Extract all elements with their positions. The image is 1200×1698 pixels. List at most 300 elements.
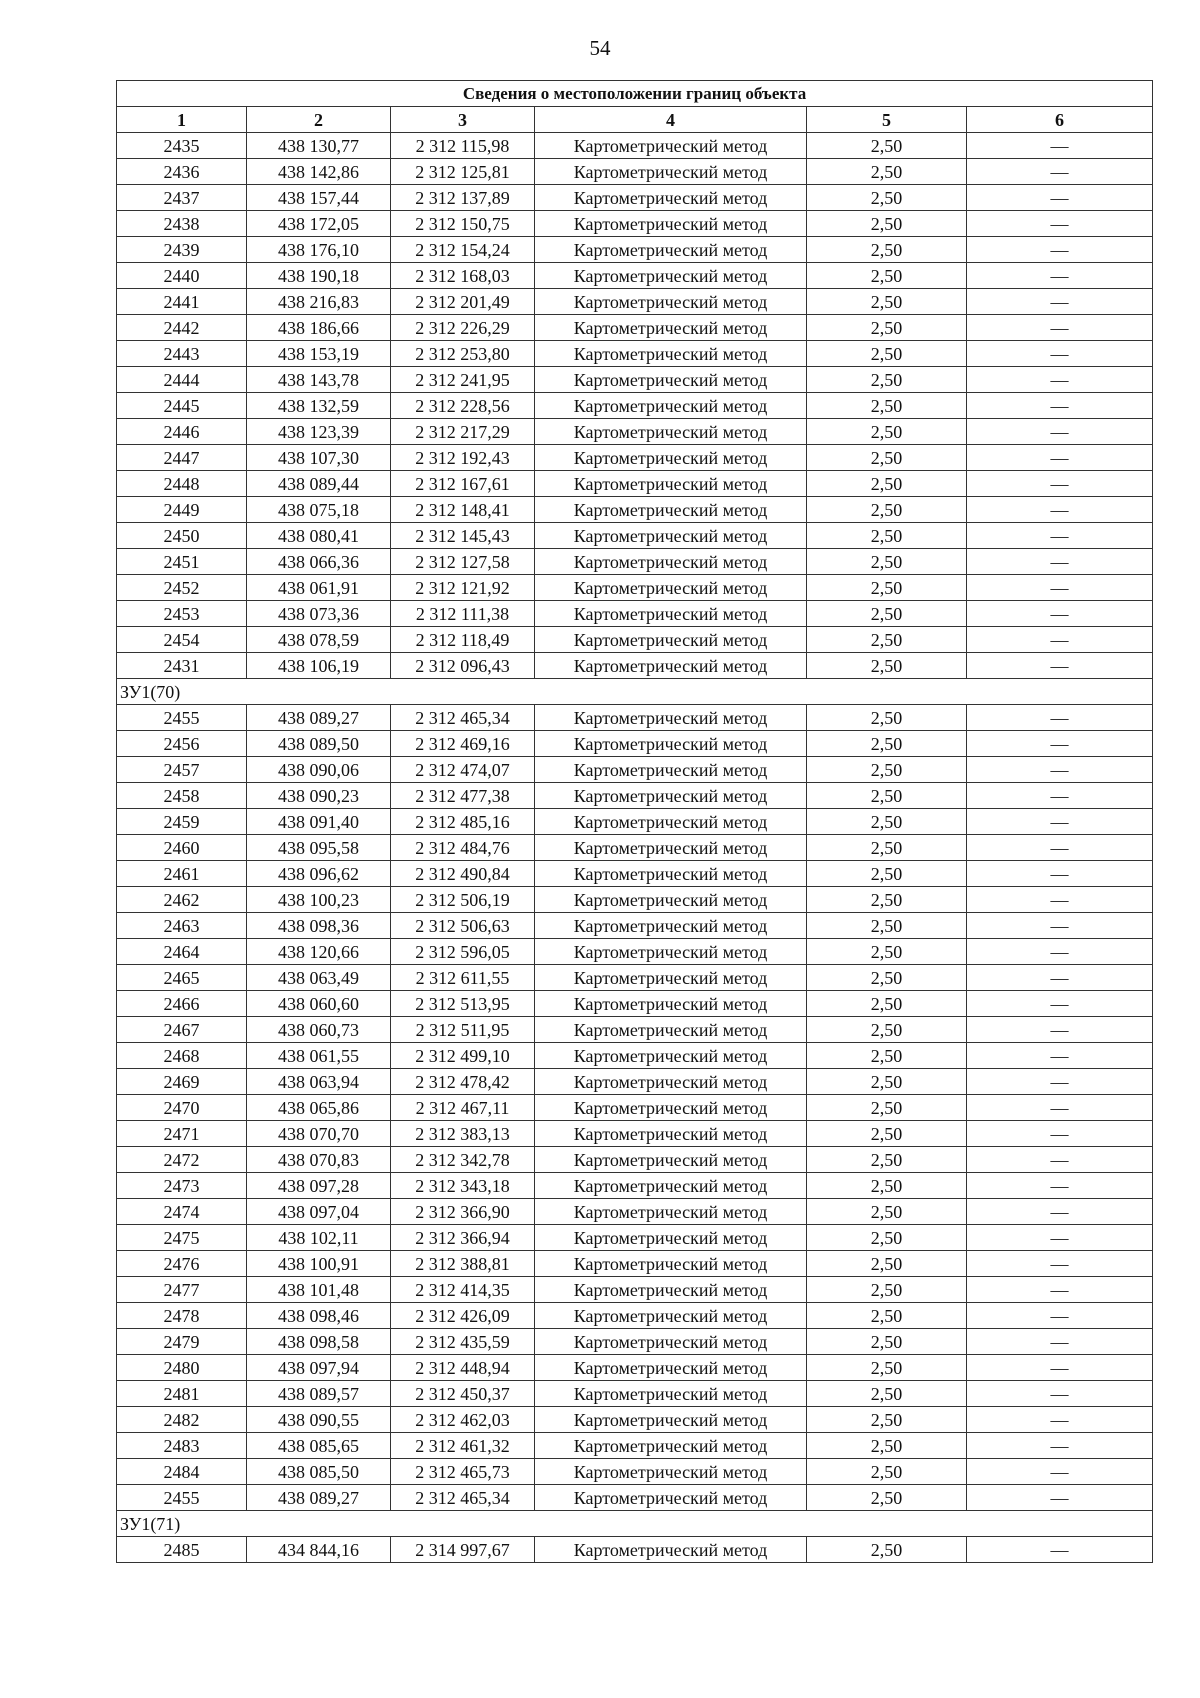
point-number-cell: 2442 (117, 315, 247, 341)
point-number-cell: 2464 (117, 939, 247, 965)
accuracy-cell: 2,50 (807, 887, 967, 913)
y-coordinate-cell: 2 312 477,38 (391, 783, 535, 809)
accuracy-cell: 2,50 (807, 1355, 967, 1381)
point-number-cell: 2478 (117, 1303, 247, 1329)
point-number-cell: 2482 (117, 1407, 247, 1433)
table-row (117, 1433, 1153, 1459)
y-coordinate-cell: 2 312 611,55 (391, 965, 535, 991)
y-coordinate-cell: 2 312 111,38 (391, 601, 535, 627)
point-number-cell: 2444 (117, 367, 247, 393)
description-cell: — (967, 1407, 1153, 1433)
point-number-cell: 2477 (117, 1277, 247, 1303)
description-cell: — (967, 1329, 1153, 1355)
description-cell: — (967, 1095, 1153, 1121)
y-coordinate-cell: 2 312 154,24 (391, 237, 535, 263)
point-number-cell: 2457 (117, 757, 247, 783)
point-number-cell: 2431 (117, 653, 247, 679)
accuracy-cell: 2,50 (807, 575, 967, 601)
x-coordinate-cell: 438 089,44 (247, 471, 391, 497)
method-cell: Картометрический метод (535, 887, 807, 913)
column-header: 5 (807, 107, 967, 133)
description-cell: — (967, 1355, 1153, 1381)
x-coordinate-cell: 438 060,60 (247, 991, 391, 1017)
accuracy-cell: 2,50 (807, 185, 967, 211)
description-cell: — (967, 1537, 1153, 1563)
column-header: 1 (117, 107, 247, 133)
point-number-cell: 2470 (117, 1095, 247, 1121)
accuracy-cell: 2,50 (807, 341, 967, 367)
description-cell: — (967, 315, 1153, 341)
y-coordinate-cell: 2 312 096,43 (391, 653, 535, 679)
accuracy-cell: 2,50 (807, 1043, 967, 1069)
table-row (117, 1459, 1153, 1485)
description-cell: — (967, 341, 1153, 367)
x-coordinate-cell: 438 097,94 (247, 1355, 391, 1381)
description-cell: — (967, 419, 1153, 445)
point-number-cell: 2451 (117, 549, 247, 575)
point-number-cell: 2437 (117, 185, 247, 211)
method-cell: Картометрический метод (535, 1485, 807, 1511)
x-coordinate-cell: 438 142,86 (247, 159, 391, 185)
x-coordinate-cell: 438 063,49 (247, 965, 391, 991)
description-cell: — (967, 445, 1153, 471)
method-cell: Картометрический метод (535, 523, 807, 549)
method-cell: Картометрический метод (535, 1121, 807, 1147)
y-coordinate-cell: 2 312 490,84 (391, 861, 535, 887)
y-coordinate-cell: 2 312 125,81 (391, 159, 535, 185)
y-coordinate-cell: 2 312 484,76 (391, 835, 535, 861)
table-row (117, 211, 1153, 237)
point-number-cell: 2448 (117, 471, 247, 497)
x-coordinate-cell: 438 089,57 (247, 1381, 391, 1407)
y-coordinate-cell: 2 312 499,10 (391, 1043, 535, 1069)
description-cell: — (967, 939, 1153, 965)
method-cell: Картометрический метод (535, 913, 807, 939)
y-coordinate-cell: 2 312 478,42 (391, 1069, 535, 1095)
method-cell: Картометрический метод (535, 809, 807, 835)
method-cell: Картометрический метод (535, 1433, 807, 1459)
accuracy-cell: 2,50 (807, 523, 967, 549)
y-coordinate-cell: 2 312 474,07 (391, 757, 535, 783)
method-cell: Картометрический метод (535, 783, 807, 809)
y-coordinate-cell: 2 312 168,03 (391, 263, 535, 289)
description-cell: — (967, 1485, 1153, 1511)
point-number-cell: 2480 (117, 1355, 247, 1381)
accuracy-cell: 2,50 (807, 1407, 967, 1433)
method-cell: Картометрический метод (535, 315, 807, 341)
table-row (117, 627, 1153, 653)
method-cell: Картометрический метод (535, 1537, 807, 1563)
method-cell: Картометрический метод (535, 939, 807, 965)
accuracy-cell: 2,50 (807, 1381, 967, 1407)
table-row (117, 523, 1153, 549)
point-number-cell: 2484 (117, 1459, 247, 1485)
description-cell: — (967, 211, 1153, 237)
table-row (117, 159, 1153, 185)
description-cell: — (967, 653, 1153, 679)
table-row (117, 1537, 1153, 1563)
description-cell: — (967, 783, 1153, 809)
y-coordinate-cell: 2 312 506,19 (391, 887, 535, 913)
point-number-cell: 2469 (117, 1069, 247, 1095)
method-cell: Картометрический метод (535, 991, 807, 1017)
accuracy-cell: 2,50 (807, 315, 967, 341)
table-row (117, 601, 1153, 627)
table-row (117, 1381, 1153, 1407)
table-row (117, 965, 1153, 991)
x-coordinate-cell: 438 216,83 (247, 289, 391, 315)
y-coordinate-cell: 2 312 435,59 (391, 1329, 535, 1355)
table-row (117, 289, 1153, 315)
method-cell: Картометрический метод (535, 133, 807, 159)
x-coordinate-cell: 438 061,55 (247, 1043, 391, 1069)
table-row (117, 1043, 1153, 1069)
x-coordinate-cell: 438 070,83 (247, 1147, 391, 1173)
accuracy-cell: 2,50 (807, 965, 967, 991)
table-header-row (117, 107, 1153, 133)
table-row (117, 1485, 1153, 1511)
x-coordinate-cell: 438 060,73 (247, 1017, 391, 1043)
method-cell: Картометрический метод (535, 1459, 807, 1485)
method-cell: Картометрический метод (535, 419, 807, 445)
table-row (117, 731, 1153, 757)
method-cell: Картометрический метод (535, 1095, 807, 1121)
accuracy-cell: 2,50 (807, 861, 967, 887)
x-coordinate-cell: 438 097,04 (247, 1199, 391, 1225)
y-coordinate-cell: 2 312 414,35 (391, 1277, 535, 1303)
x-coordinate-cell: 438 085,65 (247, 1433, 391, 1459)
y-coordinate-cell: 2 312 121,92 (391, 575, 535, 601)
table-row (117, 861, 1153, 887)
table-row (117, 1329, 1153, 1355)
point-number-cell: 2441 (117, 289, 247, 315)
table-row (117, 991, 1153, 1017)
point-number-cell: 2479 (117, 1329, 247, 1355)
table-body (117, 133, 1153, 1563)
x-coordinate-cell: 438 066,36 (247, 549, 391, 575)
point-number-cell: 2481 (117, 1381, 247, 1407)
y-coordinate-cell: 2 312 511,95 (391, 1017, 535, 1043)
method-cell: Картометрический метод (535, 1303, 807, 1329)
method-cell: Картометрический метод (535, 705, 807, 731)
y-coordinate-cell: 2 312 450,37 (391, 1381, 535, 1407)
point-number-cell: 2459 (117, 809, 247, 835)
point-number-cell: 2440 (117, 263, 247, 289)
x-coordinate-cell: 438 096,62 (247, 861, 391, 887)
accuracy-cell: 2,50 (807, 133, 967, 159)
table-row (117, 497, 1153, 523)
description-cell: — (967, 835, 1153, 861)
x-coordinate-cell: 438 120,66 (247, 939, 391, 965)
description-cell: — (967, 757, 1153, 783)
point-number-cell: 2452 (117, 575, 247, 601)
x-coordinate-cell: 438 153,19 (247, 341, 391, 367)
method-cell: Картометрический метод (535, 1355, 807, 1381)
accuracy-cell: 2,50 (807, 1069, 967, 1095)
table-row (117, 419, 1153, 445)
method-cell: Картометрический метод (535, 367, 807, 393)
y-coordinate-cell: 2 312 192,43 (391, 445, 535, 471)
accuracy-cell: 2,50 (807, 731, 967, 757)
group-header-row (117, 1511, 1153, 1537)
accuracy-cell: 2,50 (807, 289, 967, 315)
description-cell: — (967, 159, 1153, 185)
x-coordinate-cell: 438 143,78 (247, 367, 391, 393)
description-cell: — (967, 601, 1153, 627)
method-cell: Картометрический метод (535, 1069, 807, 1095)
x-coordinate-cell: 438 132,59 (247, 393, 391, 419)
accuracy-cell: 2,50 (807, 1459, 967, 1485)
point-number-cell: 2443 (117, 341, 247, 367)
method-cell: Картометрический метод (535, 757, 807, 783)
description-cell: — (967, 1459, 1153, 1485)
description-cell: — (967, 861, 1153, 887)
method-cell: Картометрический метод (535, 263, 807, 289)
table-row (117, 705, 1153, 731)
description-cell: — (967, 1225, 1153, 1251)
point-number-cell: 2460 (117, 835, 247, 861)
x-coordinate-cell: 438 075,18 (247, 497, 391, 523)
x-coordinate-cell: 438 106,19 (247, 653, 391, 679)
accuracy-cell: 2,50 (807, 913, 967, 939)
point-number-cell: 2462 (117, 887, 247, 913)
method-cell: Картометрический метод (535, 965, 807, 991)
y-coordinate-cell: 2 312 226,29 (391, 315, 535, 341)
x-coordinate-cell: 438 098,36 (247, 913, 391, 939)
accuracy-cell: 2,50 (807, 1485, 967, 1511)
accuracy-cell: 2,50 (807, 1303, 967, 1329)
y-coordinate-cell: 2 312 148,41 (391, 497, 535, 523)
table-row (117, 809, 1153, 835)
x-coordinate-cell: 438 100,91 (247, 1251, 391, 1277)
table-row (117, 393, 1153, 419)
table-row (117, 1147, 1153, 1173)
point-number-cell: 2455 (117, 705, 247, 731)
y-coordinate-cell: 2 312 461,32 (391, 1433, 535, 1459)
table-row (117, 1121, 1153, 1147)
x-coordinate-cell: 438 101,48 (247, 1277, 391, 1303)
description-cell: — (967, 575, 1153, 601)
y-coordinate-cell: 2 312 145,43 (391, 523, 535, 549)
y-coordinate-cell: 2 312 241,95 (391, 367, 535, 393)
table-row (117, 367, 1153, 393)
method-cell: Картометрический метод (535, 185, 807, 211)
y-coordinate-cell: 2 312 167,61 (391, 471, 535, 497)
y-coordinate-cell: 2 312 513,95 (391, 991, 535, 1017)
table-row (117, 1251, 1153, 1277)
description-cell: — (967, 705, 1153, 731)
table-row (117, 1069, 1153, 1095)
accuracy-cell: 2,50 (807, 1017, 967, 1043)
method-cell: Картометрический метод (535, 497, 807, 523)
description-cell: — (967, 1043, 1153, 1069)
y-coordinate-cell: 2 312 150,75 (391, 211, 535, 237)
point-number-cell: 2476 (117, 1251, 247, 1277)
accuracy-cell: 2,50 (807, 1147, 967, 1173)
x-coordinate-cell: 438 063,94 (247, 1069, 391, 1095)
method-cell: Картометрический метод (535, 393, 807, 419)
point-number-cell: 2455 (117, 1485, 247, 1511)
point-number-cell: 2468 (117, 1043, 247, 1069)
description-cell: — (967, 887, 1153, 913)
description-cell: — (967, 991, 1153, 1017)
y-coordinate-cell: 2 312 467,11 (391, 1095, 535, 1121)
accuracy-cell: 2,50 (807, 757, 967, 783)
x-coordinate-cell: 438 100,23 (247, 887, 391, 913)
point-number-cell: 2467 (117, 1017, 247, 1043)
point-number-cell: 2446 (117, 419, 247, 445)
description-cell: — (967, 965, 1153, 991)
accuracy-cell: 2,50 (807, 211, 967, 237)
description-cell: — (967, 185, 1153, 211)
x-coordinate-cell: 438 123,39 (247, 419, 391, 445)
point-number-cell: 2454 (117, 627, 247, 653)
point-number-cell: 2458 (117, 783, 247, 809)
y-coordinate-cell: 2 312 115,98 (391, 133, 535, 159)
point-number-cell: 2471 (117, 1121, 247, 1147)
point-number-cell: 2461 (117, 861, 247, 887)
x-coordinate-cell: 438 089,27 (247, 705, 391, 731)
point-number-cell: 2439 (117, 237, 247, 263)
x-coordinate-cell: 438 090,06 (247, 757, 391, 783)
description-cell: — (967, 1017, 1153, 1043)
table-row (117, 1017, 1153, 1043)
method-cell: Картометрический метод (535, 1225, 807, 1251)
x-coordinate-cell: 438 089,50 (247, 731, 391, 757)
description-cell: — (967, 471, 1153, 497)
description-cell: — (967, 497, 1153, 523)
table-row (117, 263, 1153, 289)
table-row (117, 185, 1153, 211)
accuracy-cell: 2,50 (807, 471, 967, 497)
accuracy-cell: 2,50 (807, 367, 967, 393)
y-coordinate-cell: 2 312 201,49 (391, 289, 535, 315)
accuracy-cell: 2,50 (807, 627, 967, 653)
x-coordinate-cell: 438 070,70 (247, 1121, 391, 1147)
y-coordinate-cell: 2 312 465,73 (391, 1459, 535, 1485)
x-coordinate-cell: 438 095,58 (247, 835, 391, 861)
table-row (117, 757, 1153, 783)
y-coordinate-cell: 2 312 506,63 (391, 913, 535, 939)
description-cell: — (967, 1121, 1153, 1147)
accuracy-cell: 2,50 (807, 263, 967, 289)
table-row (117, 237, 1153, 263)
description-cell: — (967, 1199, 1153, 1225)
table-row (117, 549, 1153, 575)
table-row (117, 1407, 1153, 1433)
x-coordinate-cell: 438 130,77 (247, 133, 391, 159)
y-coordinate-cell: 2 312 228,56 (391, 393, 535, 419)
x-coordinate-cell: 438 186,66 (247, 315, 391, 341)
x-coordinate-cell: 438 090,55 (247, 1407, 391, 1433)
description-cell: — (967, 549, 1153, 575)
description-cell: — (967, 1277, 1153, 1303)
accuracy-cell: 2,50 (807, 1329, 967, 1355)
table-caption: Сведения о местоположении границ объекта (117, 81, 1153, 107)
y-coordinate-cell: 2 312 448,94 (391, 1355, 535, 1381)
description-cell: — (967, 1251, 1153, 1277)
y-coordinate-cell: 2 312 342,78 (391, 1147, 535, 1173)
point-number-cell: 2438 (117, 211, 247, 237)
description-cell: — (967, 627, 1153, 653)
accuracy-cell: 2,50 (807, 1251, 967, 1277)
method-cell: Картометрический метод (535, 1407, 807, 1433)
y-coordinate-cell: 2 312 137,89 (391, 185, 535, 211)
page-number: 54 (589, 36, 611, 60)
x-coordinate-cell: 438 085,50 (247, 1459, 391, 1485)
table-row (117, 1095, 1153, 1121)
accuracy-cell: 2,50 (807, 497, 967, 523)
point-number-cell: 2474 (117, 1199, 247, 1225)
y-coordinate-cell: 2 312 465,34 (391, 1485, 535, 1511)
column-header: 3 (391, 107, 535, 133)
y-coordinate-cell: 2 314 997,67 (391, 1537, 535, 1563)
accuracy-cell: 2,50 (807, 1225, 967, 1251)
description-cell: — (967, 913, 1153, 939)
method-cell: Картометрический метод (535, 861, 807, 887)
point-number-cell: 2483 (117, 1433, 247, 1459)
table-row (117, 835, 1153, 861)
x-coordinate-cell: 438 176,10 (247, 237, 391, 263)
y-coordinate-cell: 2 312 383,13 (391, 1121, 535, 1147)
description-cell: — (967, 367, 1153, 393)
table-row (117, 1277, 1153, 1303)
group-label: ЗУ1(71) (117, 1511, 1153, 1537)
point-number-cell: 2472 (117, 1147, 247, 1173)
group-header-row (117, 679, 1153, 705)
table-row (117, 913, 1153, 939)
x-coordinate-cell: 438 098,58 (247, 1329, 391, 1355)
accuracy-cell: 2,50 (807, 393, 967, 419)
point-number-cell: 2485 (117, 1537, 247, 1563)
y-coordinate-cell: 2 312 465,34 (391, 705, 535, 731)
method-cell: Картометрический метод (535, 601, 807, 627)
x-coordinate-cell: 438 091,40 (247, 809, 391, 835)
point-number-cell: 2435 (117, 133, 247, 159)
method-cell: Картометрический метод (535, 159, 807, 185)
description-cell: — (967, 1147, 1153, 1173)
table-row (117, 1303, 1153, 1329)
point-number-cell: 2449 (117, 497, 247, 523)
table-row (117, 315, 1153, 341)
x-coordinate-cell: 438 080,41 (247, 523, 391, 549)
point-number-cell: 2445 (117, 393, 247, 419)
table-row (117, 1173, 1153, 1199)
table-row (117, 133, 1153, 159)
accuracy-cell: 2,50 (807, 549, 967, 575)
accuracy-cell: 2,50 (807, 237, 967, 263)
method-cell: Картометрический метод (535, 549, 807, 575)
accuracy-cell: 2,50 (807, 991, 967, 1017)
point-number-cell: 2465 (117, 965, 247, 991)
point-number-cell: 2466 (117, 991, 247, 1017)
table-row (117, 1225, 1153, 1251)
y-coordinate-cell: 2 312 426,09 (391, 1303, 535, 1329)
description-cell: — (967, 263, 1153, 289)
method-cell: Картометрический метод (535, 1173, 807, 1199)
point-number-cell: 2436 (117, 159, 247, 185)
x-coordinate-cell: 438 061,91 (247, 575, 391, 601)
point-number-cell: 2447 (117, 445, 247, 471)
description-cell: — (967, 1069, 1153, 1095)
method-cell: Картометрический метод (535, 1199, 807, 1225)
description-cell: — (967, 393, 1153, 419)
x-coordinate-cell: 438 089,27 (247, 1485, 391, 1511)
accuracy-cell: 2,50 (807, 1173, 967, 1199)
x-coordinate-cell: 438 157,44 (247, 185, 391, 211)
point-number-cell: 2453 (117, 601, 247, 627)
accuracy-cell: 2,50 (807, 159, 967, 185)
